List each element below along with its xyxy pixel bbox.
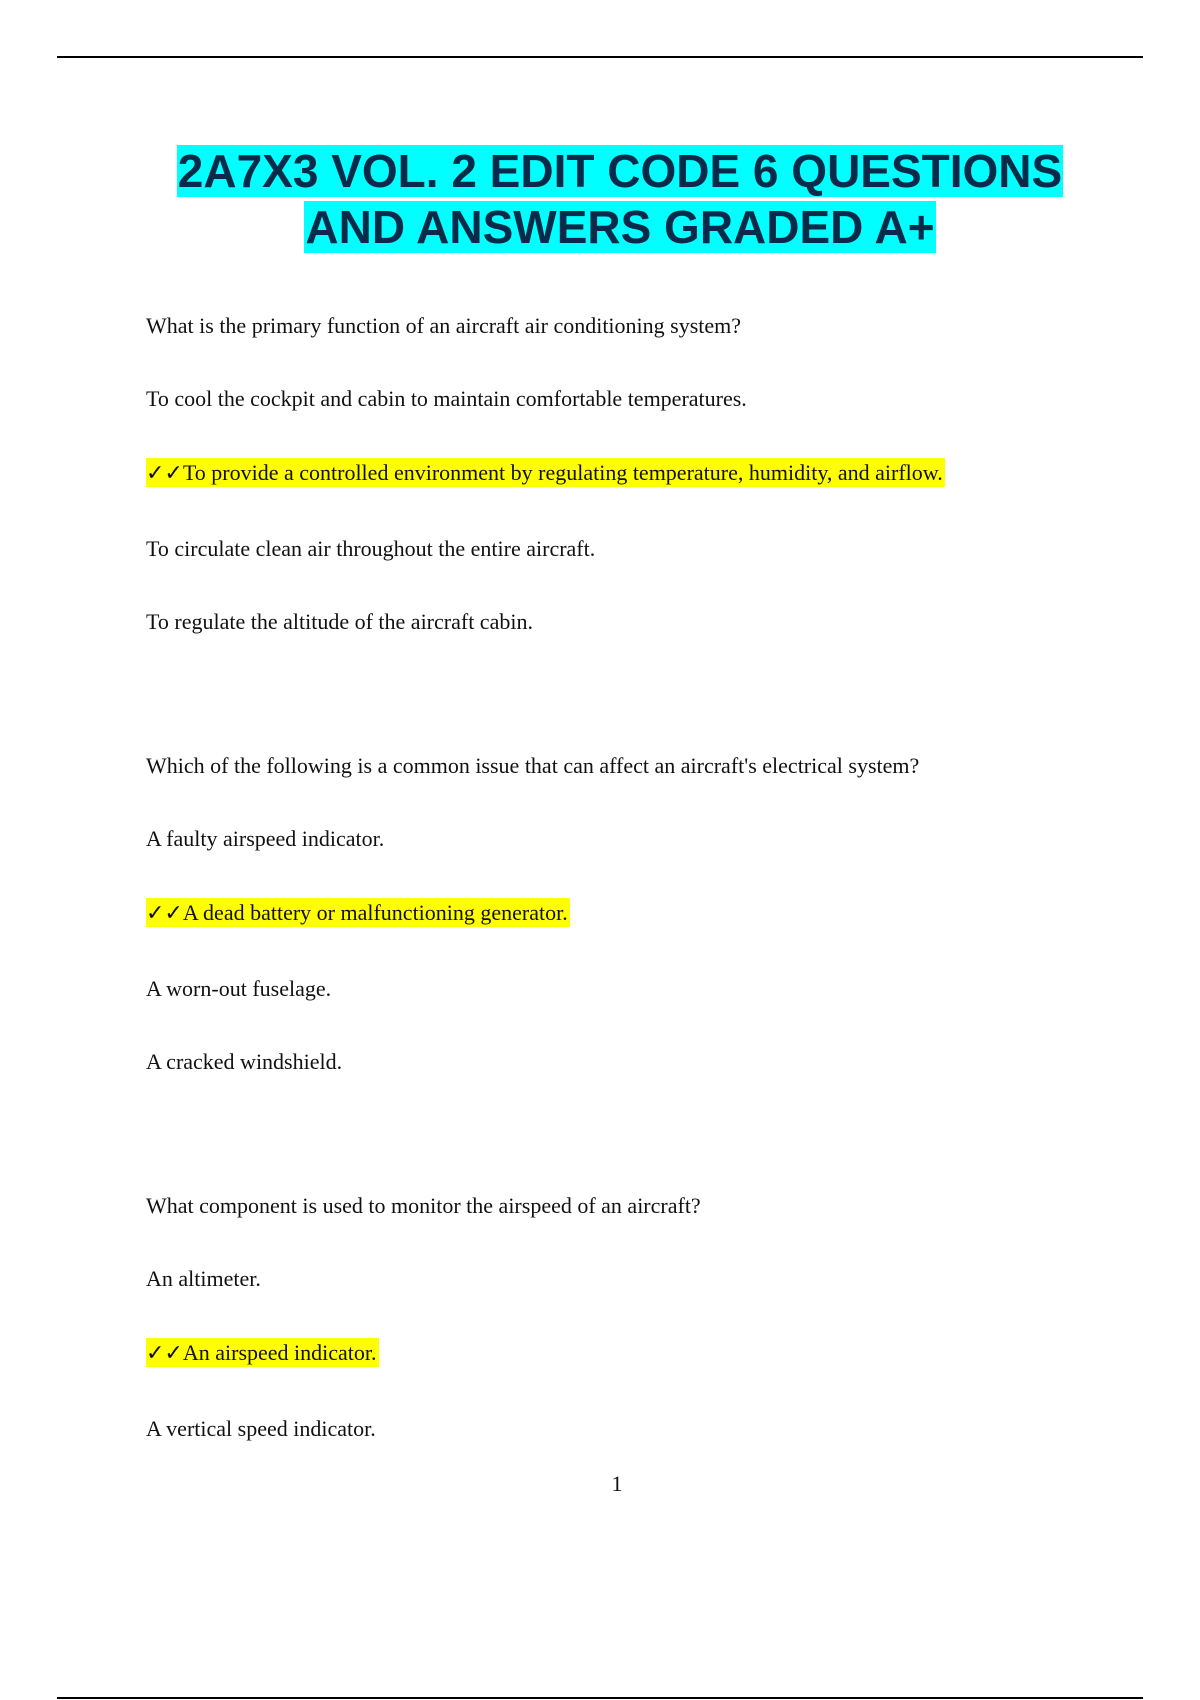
question-1-option-3: To circulate clean air throughout the entire aircraft. xyxy=(146,536,596,561)
question-2: Which of the following is a common issue that can affect an aircraft's electrical system? xyxy=(146,753,920,778)
question-1-option-1: To cool the cockpit and cabin to maintain comfortable temperatures. xyxy=(146,386,747,411)
correct-answer-highlight xyxy=(146,898,570,927)
question-2-option-3: A worn-out fuselage. xyxy=(146,976,332,1001)
correct-answer-text: An airspeed indicator. xyxy=(182,1340,377,1365)
question-2-option-4: A cracked windshield. xyxy=(146,1049,343,1074)
question-2-option-2-correct xyxy=(146,899,570,927)
correct-answer-highlight xyxy=(146,458,945,487)
question-1-option-2-correct xyxy=(146,459,945,487)
check-marks-icon: ✓✓ xyxy=(146,900,183,925)
check-marks-icon: ✓✓ xyxy=(146,1340,183,1365)
question-3-option-1: An altimeter. xyxy=(146,1266,261,1291)
title-line-2: AND ANSWERS GRADED A+ xyxy=(305,201,935,253)
correct-answer-highlight xyxy=(146,1338,379,1367)
correct-answer-text: To provide a controlled environment by regulating temperature, humidity, and airflow. xyxy=(182,460,943,485)
question-1-option-4: To regulate the altitude of the aircraft cabin. xyxy=(146,609,533,634)
check-marks-icon: ✓✓ xyxy=(146,460,183,485)
question-3-option-2-correct xyxy=(146,1339,379,1367)
correct-answer-text: A dead battery or malfunctioning generator. xyxy=(182,900,568,925)
question-3: What component is used to monitor the airspeed of an aircraft? xyxy=(146,1193,701,1218)
question-1: What is the primary function of an aircraft air conditioning system? xyxy=(146,313,742,338)
top-rule xyxy=(57,56,1143,58)
question-3-option-3: A vertical speed indicator. xyxy=(146,1416,376,1441)
question-2-option-1: A faulty airspeed indicator. xyxy=(146,826,385,851)
bottom-rule xyxy=(57,1697,1143,1699)
document-title xyxy=(100,143,1140,255)
title-line-1: 2A7X3 VOL. 2 EDIT CODE 6 QUESTIONS xyxy=(177,145,1063,197)
page-number: 1 xyxy=(611,1471,623,1496)
